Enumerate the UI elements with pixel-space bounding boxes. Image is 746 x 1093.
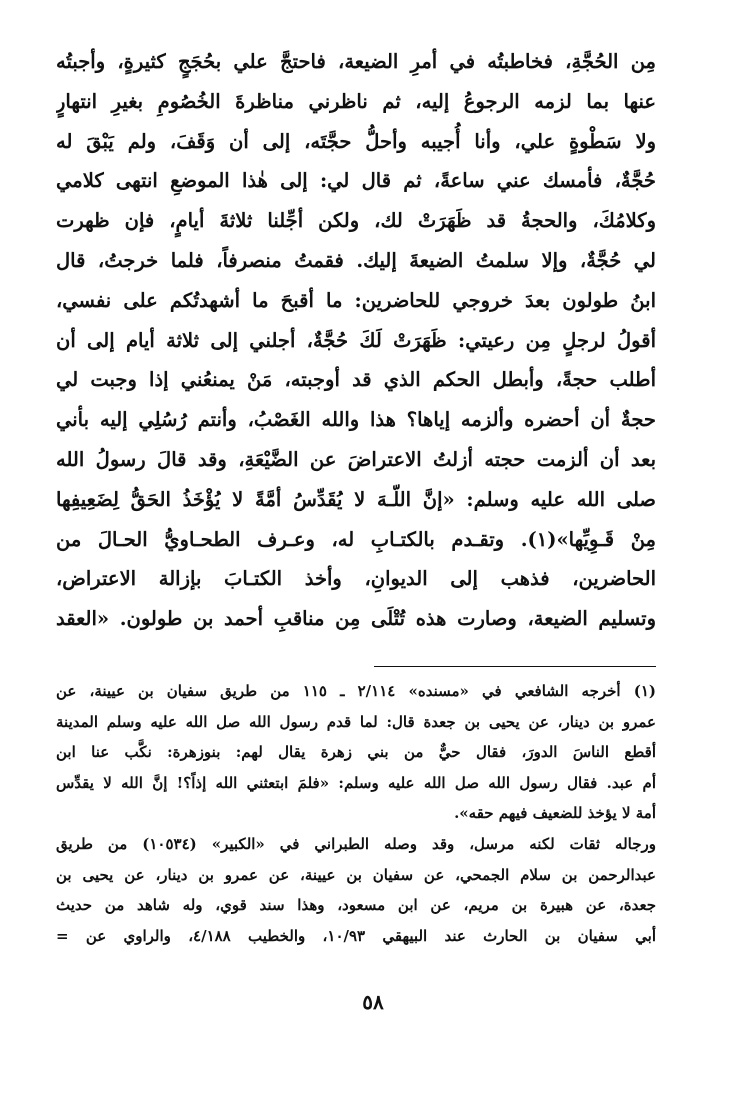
text-line: صلى الله عليه وسلم: «إنَّ اللّـهَ لا يُقَدِّسُ أمَّةً لا يُؤْخَذُ الحَقُّ لِضَعِيفِها [56,487,656,511]
footnote-line: عمرو بن دينار، عن يحيى بن جعدة قال: لما قدم رسول الله صل الله عليه وسلم المدينة [56,712,656,731]
text-line: الحاضرين، فذهب إلى الديوانِ، وأخذ الكتـابَ بإزالة الاعتراض، [56,567,656,591]
footnote-line: أبي سفيان بن الحارث عند البيهقي ١٠/٩٣، والخطيب ٤/١٨٨، والراوي عن = [56,926,656,945]
text-line: ولا سَطْوةٍ علي، وأنا أُجيبه وأحلُّ حجَّتَه، إلى أن وَقَفَ، ولم يَبْقَ له [56,129,656,153]
text-line: ابنُ طولون بعدَ خروجي للحاضرين: ما أقبحَ ما أشهدتُكم على نفسي، [56,288,656,312]
footnote-line: أمة لا يؤخذ للضعيف فيهم حقه». [454,804,656,823]
text-line: وكلامُكَ، والحجةُ قد ظَهَرَتْ لك، ولكن أجِّلنا ثلاثةَ أيامٍ، فإن ظهرت [56,209,656,233]
footnote-line: عبدالرحمن بن سلام الجمحي، عن سفيان بن عيينة، عن عمرو بن دينار، عن يحيى بن [56,865,656,884]
main-text-block [56,42,656,639]
text-line: مِنْ قَـوِيِّها»(١). وتقـدم بالكتـابِ له، وعـرف الطحـاويُّ الحـالَ من [56,527,656,551]
footnote-separator [374,666,656,667]
page-number: ٥٨ [362,990,384,1014]
text-line: وتسليم الضيعة، وصارت هذه تُتْلَى مِن مناقبِ أحمد بن طولون. «العقد [56,607,656,631]
footnote-line: أقطع الناسَ الدورَ، فقال حيٌّ من بني زهرة يقال لهم: بنوزهرة: نكَّب عنا ابن [56,743,656,762]
text-line: بعد أن ألزمت حجته أزلتُ الاعتراضَ عن الضَّيْعَةِ، وقد قالَ رسولُ الله [56,447,656,471]
text-line: لي حُجَّةٌ، وإلا سلمتُ الضيعةَ إليك. فقمتُ منصرفاً، فلما خرجتُ، قال [56,248,656,272]
text-line: أقولُ لرجلٍ مِن رعيتي: ظَهَرَتْ لَكَ حُجَّةٌ، أجلني إلى ثلاثة أيام إلى أن [56,328,656,352]
footnote-line: ورجاله ثقات لكنه مرسل، وقد وصله الطبراني في «الكبير» (١٠٥٣٤) من طريق [56,834,656,853]
footnote-line: أم عبد. فقال رسول الله صل الله عليه وسلم: «فلمَ ابتعثني الله إذاً؟! إنَّ الله لا يقدِّس [56,773,656,792]
footnote-line: جعدة، عن هبيرة بن مريم، عن ابن مسعود، وهذا سند قوي، وله شاهد من حديث [56,896,656,915]
text-line: حُجَّةٌ، فأمسك عني ساعةً، ثم قال لي: إلى هٰذا الموضعِ انتهى كلامي [56,169,656,193]
text-line: مِن الحُجَّةِ، فخاطبتُه في أمرِ الضيعة، فاحتجَّ علي بحُجَجٍ كثيرةٍ، وأجبتُه [56,50,656,73]
footnote-line: (١) أخرجه الشافعي في «مسنده» ٢/١١٤ ـ ١١٥ من طريق سفيان بن عيينة، عن [56,682,656,700]
text-line: حجةٌ أن أحضره وألزمه إياها؟ هذا والله الغَصْبُ، وأنتم رُسُلِي إليه بأني [56,408,656,432]
text-line: عنها بما لزمه الرجوعُ إليه، ثم ناظرني مناظرةَ الخُصُومِ بغيرِ انتهارٍ [56,89,656,113]
text-line: أطلب حجةً، وأبطل الحكم الذي قد أوجبته، مَنْ يمنعُني إذا وجبت لي [56,368,656,392]
footnotes-block [56,676,656,951]
